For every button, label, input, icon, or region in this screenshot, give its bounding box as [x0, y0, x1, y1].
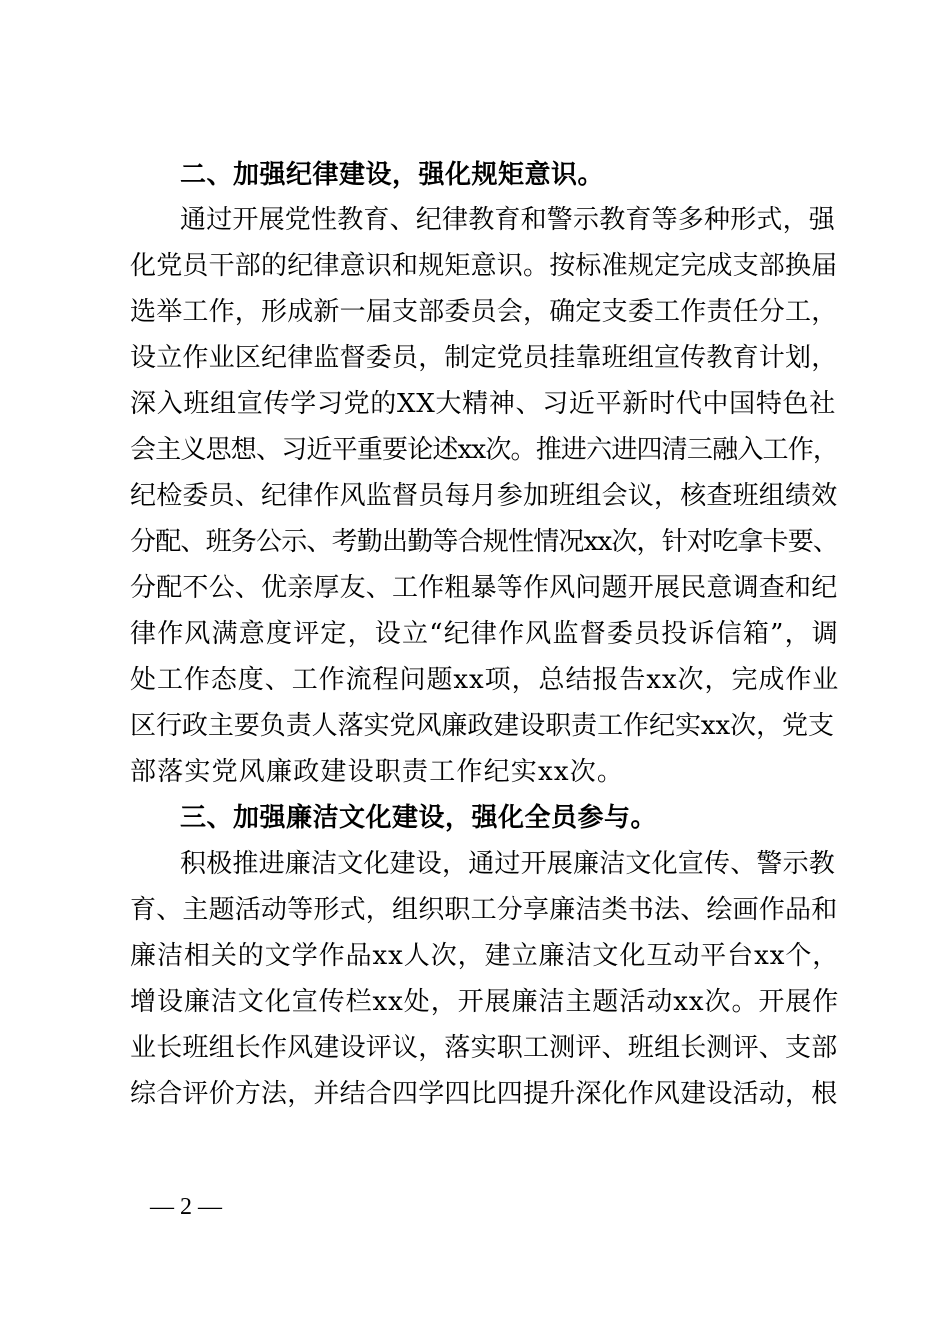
paragraph-line: 综合评价方法，并结合四学四比四提升深化作风建设活动，根: [130, 1079, 838, 1109]
page-number: — 2 —: [150, 1194, 222, 1220]
paragraph-line: 深入班组宣传学习党的XX大精神、习近平新时代中国特色社: [130, 389, 836, 419]
paragraph-line: 分配不公、优亲厚友、工作粗暴等作风问题开展民意调查和纪: [130, 573, 838, 603]
paragraph-line: 区行政主要负责人落实党风廉政建设职责工作纪实xx次，党支: [130, 711, 834, 741]
section-heading-3: 三、加强廉洁文化建设，强化全员参与。: [180, 803, 658, 833]
paragraph-line: 增设廉洁文化宣传栏xx处，开展廉洁主题活动xx次。开展作: [130, 987, 840, 1017]
paragraph-line: 设立作业区纪律监督委员，制定党员挂靠班组宣传教育计划，: [130, 343, 838, 373]
paragraph-line: 律作风满意度评定，设立“纪律作风监督委员投诉信箱”，调: [130, 619, 839, 649]
paragraph-line: 会主义思想、习近平重要论述xx次。推进六进四清三融入工作，: [130, 435, 839, 465]
paragraph-line: 通过开展党性教育、纪律教育和警示教育等多种形式，强: [180, 205, 836, 235]
paragraph-line: 纪检委员、纪律作风监督员每月参加班组会议，核查班组绩效: [130, 481, 838, 511]
paragraph-line: 选举工作，形成新一届支部委员会，确定支委工作责任分工，: [130, 297, 838, 327]
paragraph-line: 部落实党风廉政建设职责工作纪实xx次。: [130, 757, 625, 787]
paragraph-line: 积极推进廉洁文化建设，通过开展廉洁文化宣传、警示教: [180, 849, 836, 879]
paragraph-line: 廉洁相关的文学作品xx人次，建立廉洁文化互动平台xx个，: [130, 941, 840, 971]
paragraph-line: 处工作态度、工作流程问题xx项，总结报告xx次，完成作业: [130, 665, 840, 695]
paragraph-line: 业长班组长作风建设评议，落实职工测评、班组长测评、支部: [130, 1033, 838, 1063]
section-heading-2: 二、加强纪律建设，强化规矩意识。: [180, 160, 605, 190]
paragraph-line: 分配、班务公示、考勤出勤等合规性情况xx次，针对吃拿卡要、: [130, 527, 839, 557]
paragraph-line: 育、主题活动等形式，组织职工分享廉洁类书法、绘画作品和: [130, 895, 838, 925]
paragraph-line: 化党员干部的纪律意识和规矩意识。按标准规定完成支部换届: [130, 251, 838, 281]
